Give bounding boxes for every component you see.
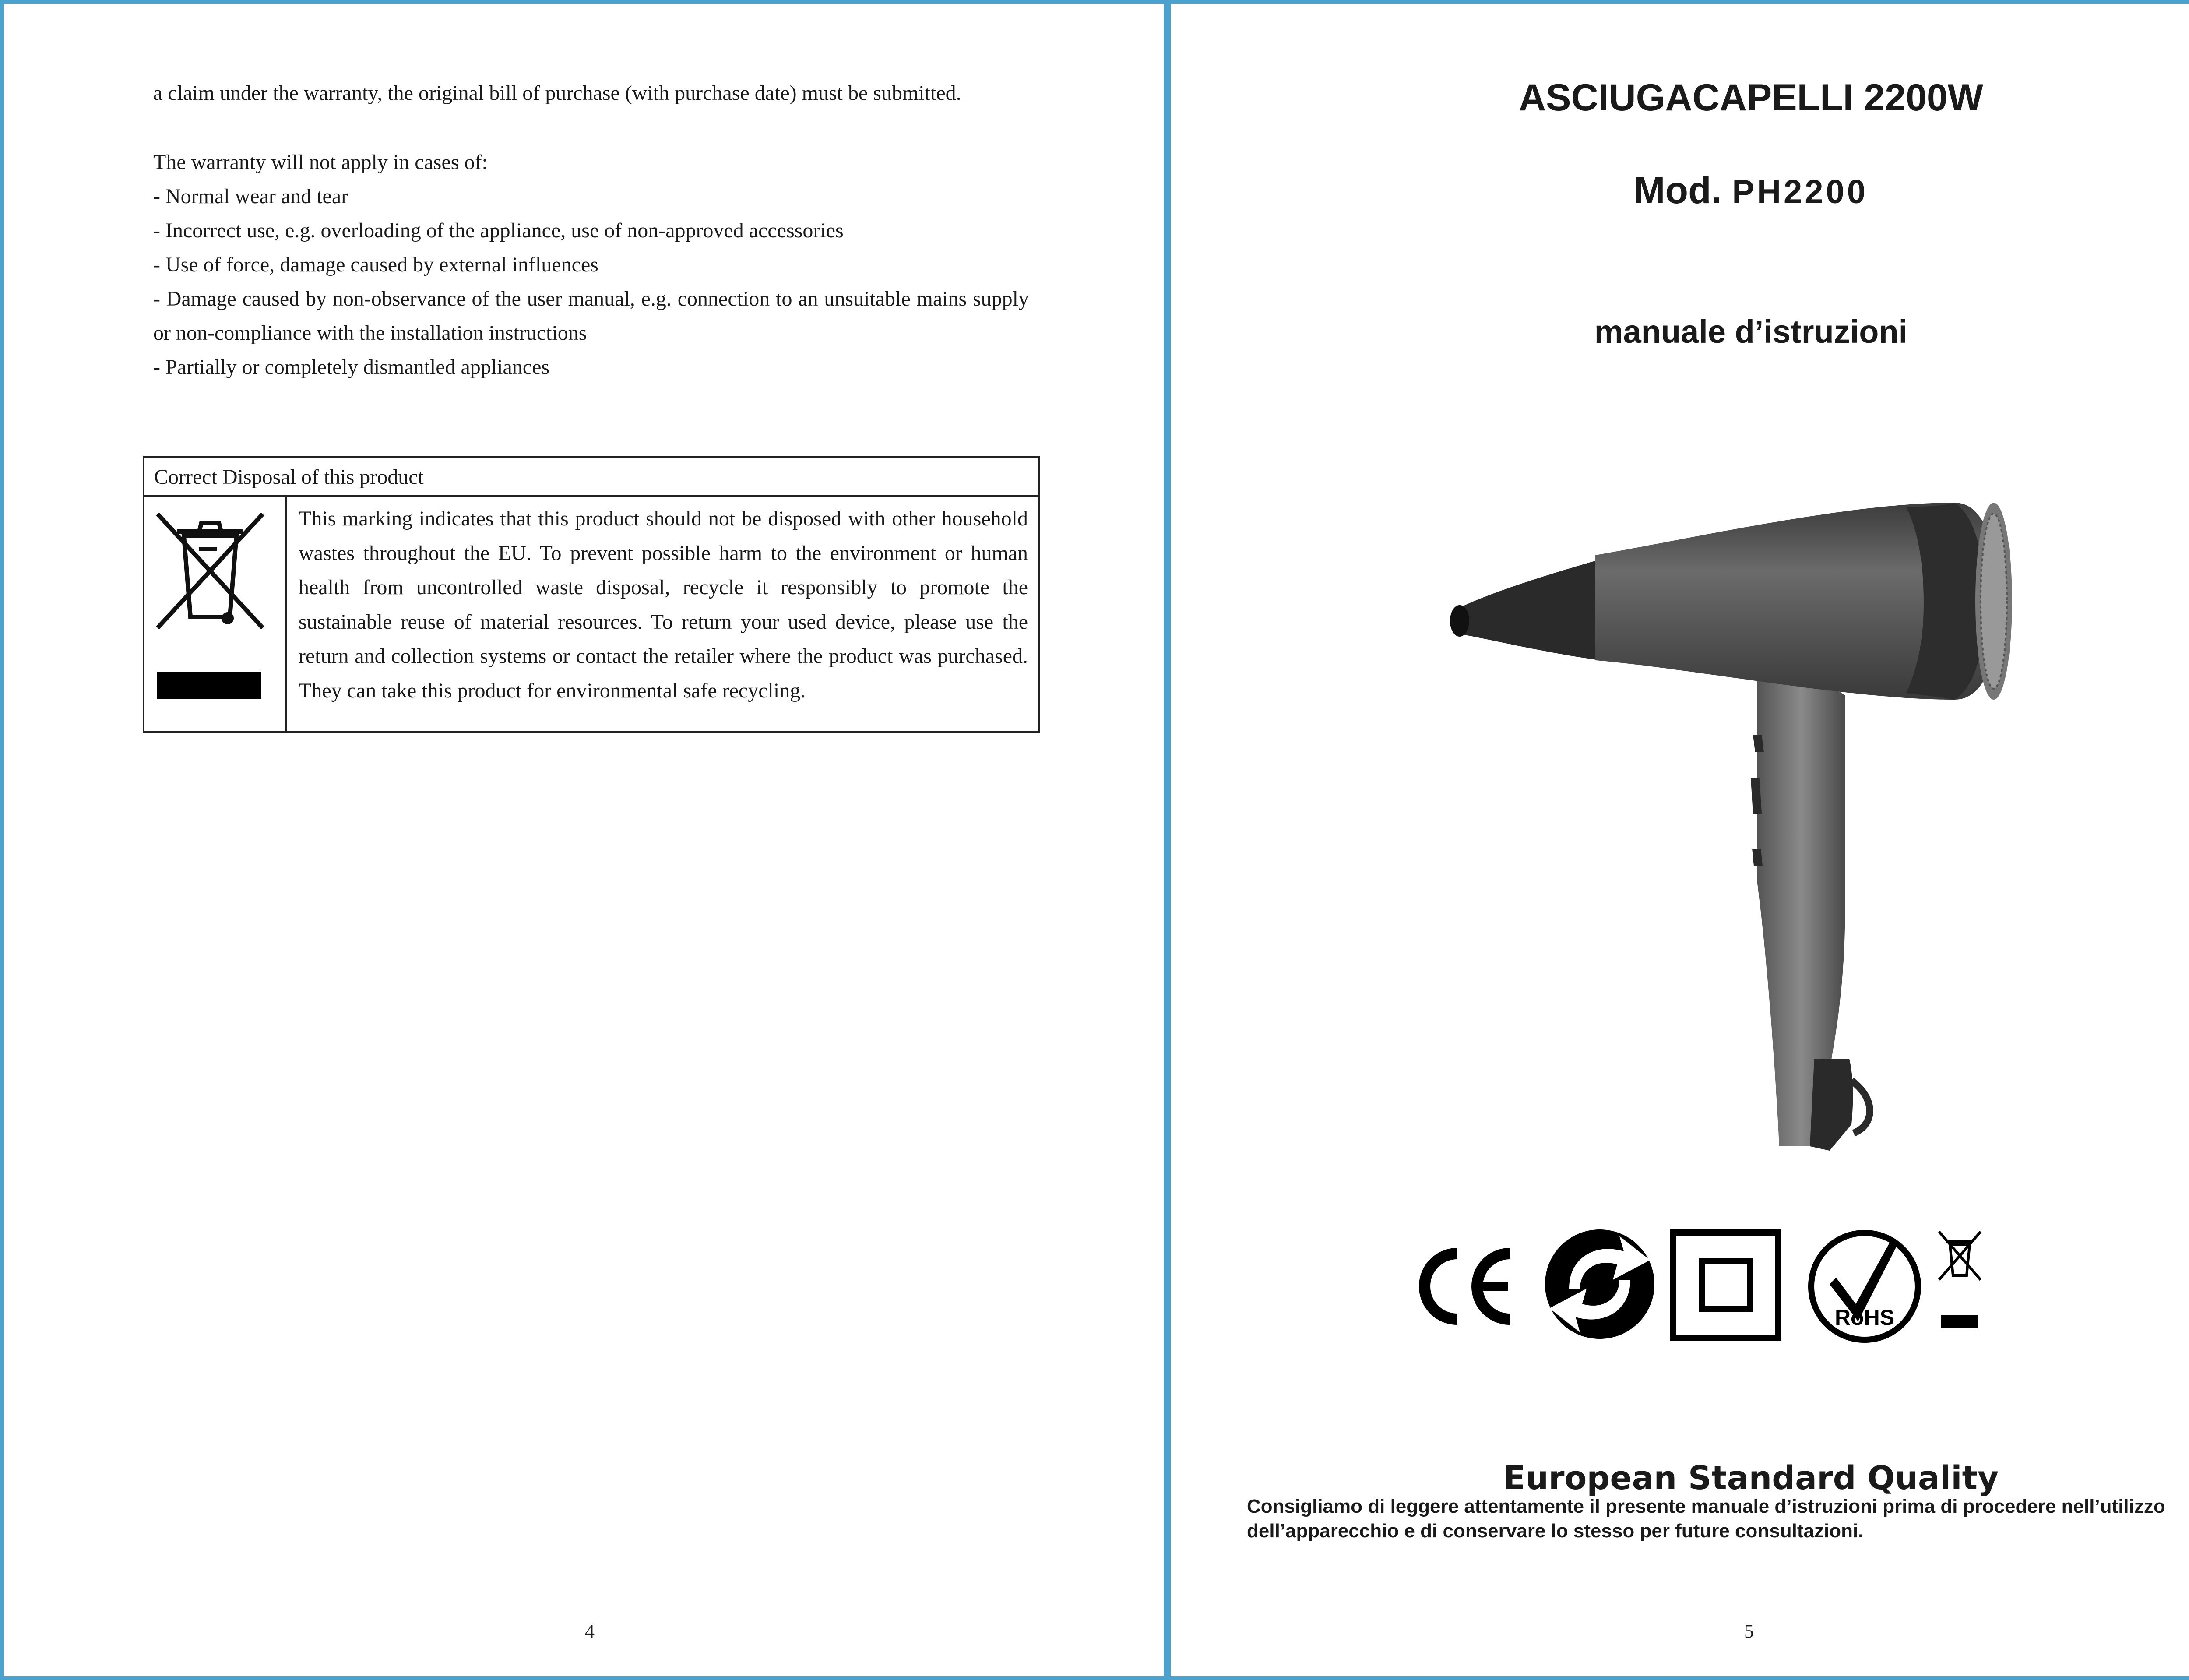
crossed-out-wheelie-bin-icon [144,497,287,733]
disposal-title: Correct Disposal of this product [154,465,424,489]
exclusion-item: - Normal wear and tear [153,185,348,208]
warranty-intro-text: a claim under the warranty, the original bill of purchase (with purchase date) must be submitted. [153,81,961,105]
manual-subtitle: manuale d’istruzioni [1594,313,1908,350]
disposal-text: This marking indicates that this product should not be disposed with other household wastes throughout the EU. To prevent possible harm to the environment or human health from uncontrolled waste disposal, recycle it responsibly to promote the sustainable reuse of material resources. To return your used device, please use the return and collection systems or contact the retailer where the product was purchased. They can take this product for environmental safe recycling. [299,507,1028,702]
rohs-label: RoHS [1834,1305,1895,1330]
exclusions-title: The warranty will not apply in cases of: [153,151,488,174]
model-value: PH2200 [1732,173,1869,211]
green-dot-recycling-icon [1545,1229,1654,1339]
disposal-icon-cell [144,497,287,731]
rohs-check-icon [1811,1233,1918,1340]
hair-dryer-image [1433,490,2016,1173]
page-number-left: 4 [585,1620,595,1642]
disposal-table-header [144,458,1038,497]
exclusion-item: - Incorrect use, e.g. overloading of the appliance, use of non-approved accessories [153,219,844,242]
exclusion-item: - Use of force, damage caused by external influences [153,253,598,276]
right-page [1167,0,2189,1680]
ce-mark-icon [1425,1254,1510,1319]
quality-heading: European Standard Quality [1503,1459,1999,1497]
certification-icons [1416,1227,1985,1359]
model-label: Mod. [1633,169,1722,211]
advice-text: Consigliamo di leggere attentamente il presente manuale d’istruzioni prima di procedere nell’utilizzo dell’apparecchio e di conservare lo stesso per future consultazioni. [1247,1496,2165,1542]
exclusion-item: - Damage caused by non-observance of the user manual, e.g. connection to an unsuitable mains supply or non-compliance with the installation instructions [153,287,1029,345]
class-ii-double-insulation-icon [1673,1233,1778,1338]
exclusion-item: - Partially or completely dismantled appliances [153,356,550,379]
product-title: ASCIUGACAPELLI 2200W [1519,77,1983,119]
model-line [1171,166,2189,216]
weee-bin-icon [1939,1232,1981,1328]
disposal-table [143,456,1040,733]
page-number-right: 5 [1744,1620,1754,1642]
